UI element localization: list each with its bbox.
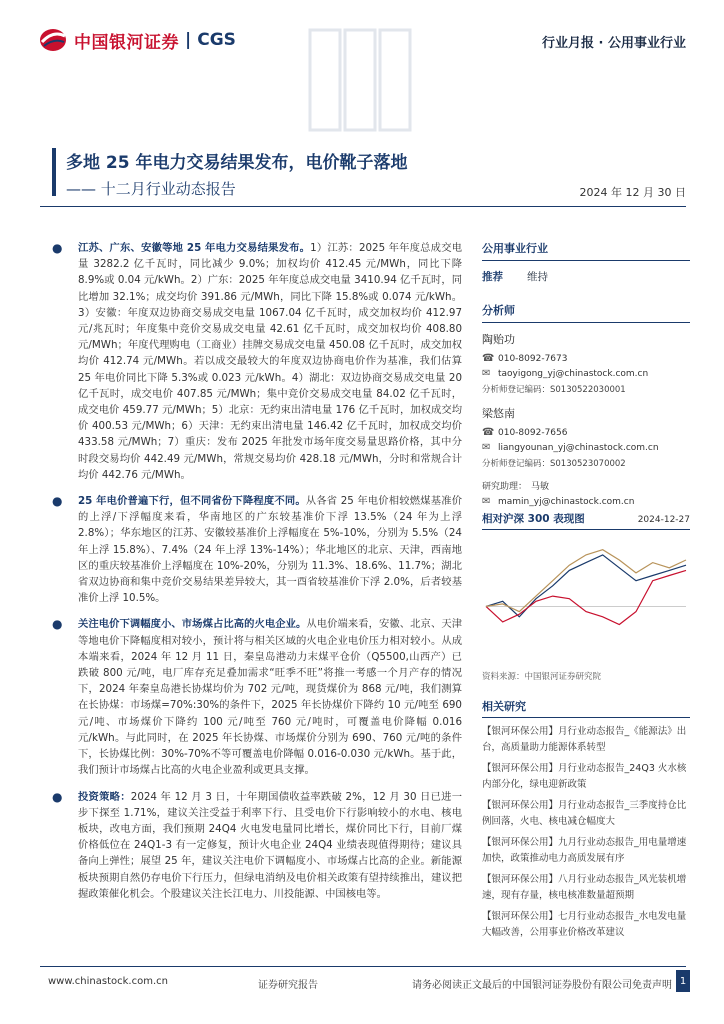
galaxy-logo-icon: [38, 26, 68, 54]
paragraph-body: 从电价端来看，安徽、北京、天津等地电价下降幅度相对较小，预计将与相关区域的火电企业电价压力相对较小。从成本端来看，2024 年 12 月 11 日，秦皇岛港动力末煤平仓价（Q5500,山西产）已跌破 800 元/吨，电厂库存充足叠加需求“旺季不旺”将推一考感一个月产存的情况下，2024 年秦皇岛港长协煤均价为 702 元/吨，现货煤价为 868 元/吨，我们测算在长协煤：市场煤=70%:30%的条件下，2025 年长协煤价下降约 10 元/吨至 690 元/吨、市场煤价下降约 100 元/吨至 760 元/吨时，可覆盖电价降幅 0.016 元/kWh。与此同时，在 2025 年长协煤、市场煤价分别为 690、760 元/吨的条件下，长协煤比例：30%-70%不等可覆盖电价降幅 0.016-0.030 元/kWh。基于此，我们预计市场煤占比高的火电企业盈利或更具支撑。: [78, 618, 463, 777]
analyst-registration: 分析师登记编码：S0130523070002: [482, 459, 626, 469]
rating-value: 维持: [527, 271, 548, 283]
logo-cn-text: 中国银河证券: [74, 32, 179, 53]
related-research-item[interactable]: 【银河环保公用】九月行业动态报告_用电量增速加快，政策推动电力高质发展有序: [482, 837, 687, 864]
cgs-watermark-icon: [300, 20, 420, 140]
rating-label: 推荐: [482, 271, 503, 283]
main-content: [48, 240, 462, 912]
paragraph-lead: 投资策略：: [78, 790, 131, 803]
mail-icon: ✉: [482, 496, 491, 507]
sector-heading: 公用事业行业: [482, 240, 690, 261]
document-type: 行业月报 · 公用事业行业: [542, 36, 686, 51]
paragraph-lead: 江苏、广东、安徽等地 25 年电力交易结果发布。: [78, 242, 311, 254]
title-accent-bar: [52, 148, 56, 196]
chart-series-line-2: [486, 550, 686, 612]
analyst-email-row: [482, 368, 690, 379]
researcher-row: [482, 479, 690, 492]
report-subtitle: —— 十二月行业动态报告: [66, 180, 236, 198]
researcher-email[interactable]: mamin_yj@chinastock.com.cn: [498, 496, 635, 507]
researcher-label: 研究助理：: [482, 482, 528, 492]
paragraph-lead: 关注电价下调幅度小、市场煤占比高的火电企业。: [78, 618, 307, 631]
analyst-registration: 分析师登记编码：S0130522030001: [482, 385, 626, 395]
researcher-email-row: [482, 496, 690, 507]
analyst-phone: 010-8092-7656: [498, 427, 568, 438]
chart-series-line-1: [486, 570, 686, 624]
mail-icon: ✉: [482, 368, 491, 379]
bullet-icon: ●: [52, 241, 63, 255]
analyst-phone: 010-8092-7673: [498, 353, 568, 364]
paragraph-body: 2024 年 12 月 3 日，十年期国债收益率跌破 2%，12 月 30 日已进一步下探至 1.71%，建议关注受益于利率下行、且受电价下行影响较小的水电、核电板块，改电方面，我们预期 24Q4 火电发电量同比增长，煤价同比下行，目前厂煤价格低位在 24Q1-3 有一定修复，预计火电企业 24Q4 业绩表现值得期待；建议具备向上弹性；展望 25 年，建议关注电价下调幅度小、市场煤占比高的企业。新能源板块预期自然仍存电价下行压力，但绿电消纳及电价相关政策有望持续推出，建议把握政策催化机会。个股建议关注长江电力、川投能源、中国核电等。: [78, 790, 463, 900]
chart-title: 相对沪深 300 表现图: [482, 513, 585, 525]
phone-icon: ☎: [482, 353, 495, 364]
related-research-item[interactable]: 【银河环保公用】八月行业动态报告_风光装机增速，现有存量，核电核准数量超预期: [482, 874, 687, 901]
analyst-email[interactable]: taoyigong_yj@chinastock.com.cn: [498, 368, 649, 379]
bullet-icon: ●: [52, 789, 63, 804]
sidebar: [482, 240, 690, 946]
logo-en-text: CGS: [197, 30, 236, 50]
header-divider: [40, 206, 686, 207]
researcher-name: 马敏: [531, 482, 550, 492]
analyst-phone-row: [482, 353, 690, 364]
chart-source: 资料来源：中国银河证券研究院: [482, 672, 602, 682]
analyst-block: [482, 405, 690, 469]
mail-icon: ✉: [482, 442, 491, 453]
paragraph-thermal-power: [48, 616, 462, 778]
analyst-phone-row: [482, 427, 690, 438]
report-date: 2024 年 12 月 30 日: [579, 186, 686, 199]
related-research-item[interactable]: 【银河环保公用】月行业动态报告_三季度持仓比例回落，火电、核电减仓幅度大: [482, 800, 687, 827]
footer-report-type: 证券研究报告: [258, 980, 318, 991]
phone-icon: ☎: [482, 427, 495, 438]
analyst-name: 陶贻功: [482, 333, 515, 346]
chart-date: 2024-12-27: [637, 515, 690, 525]
paragraph-price-decline: [48, 493, 462, 606]
logo-separator: |: [185, 30, 192, 50]
related-research-item[interactable]: 【银河环保公用】月行业动态报告_24Q3 火水核内部分化，绿电迎新政策: [482, 763, 687, 790]
paragraph-trading-results: [48, 240, 462, 483]
related-research-item[interactable]: 【银河环保公用】月行业动态报告_《能源法》出台，高质量助力能源体系转型: [482, 726, 687, 753]
page-header: [0, 0, 724, 96]
analyst-heading: 分析师: [482, 302, 690, 323]
analyst-email[interactable]: liangyounan_yj@chinastock.com.cn: [498, 442, 659, 453]
footer-disclaimer: 请务必阅读正文最后的中国银河证券股份有限公司免责声明: [412, 980, 672, 991]
bullet-icon: ●: [52, 617, 63, 632]
analyst-email-row: [482, 442, 690, 453]
paragraph-body: 1）江苏：2025 年年度总成交电量 3282.2 亿千瓦时，同比减少 9.0%；加权均价 412.45 元/MWh，同比下降 8.9%或 0.04 元/kWh。2）广东：2025 年年度总成交电量 3410.94 亿千瓦时，同比增加 32.1%；成交均价 391.86 元/MWh，同比下降 15.8%或 0.074 元/kWh。3）安徽：年度双边协商交易成交电量 1067.04 亿千瓦时，成交加权均价 412.97 元/兆瓦时；年度集中竞价交易成交电量 42.61 亿千瓦时，成交加权均价 408.80 元/MWh；年度代理购电（工商业）挂牌交易成交电量 450.08 亿千瓦时，成交加权均价 412.74 元/MWh。若以成交最较大的年度双边协商电价作为基准，我们估算 25 年电价同比下降 5.3%或 0.023 元/kWh。4）湖北：双边协商交易成交电量 20 亿千瓦时，成交电价 407.85 元/MWh；集中竞价交易成交电量 84.02 亿千瓦时，成交电价 459.77 元/MWh；5）北京：无约束出清电量 176 亿千瓦时，加权成交均价 400.53 元/MWh；6）天津：无约束出清电量 146.42 亿千瓦时，加权成交均价 433.58 元/MWh；7）重庆：发布 2025 年批发市场年度交易量思路价格，其中分时段交易均价 442.49 元/MWh，常规交易均价 428.18 元/MWh，分时和常规合计均价 442.76 元/MWh。: [78, 242, 462, 481]
related-research-item[interactable]: 【银河环保公用】七月行业动态报告_水电发电量大幅改善，公用事业价格改革建议: [482, 911, 687, 938]
footer-divider: [40, 966, 686, 967]
chart-header: [482, 511, 690, 530]
paragraph-lead: 25 年电价普遍下行，但不同省份下降程度不同。: [78, 495, 306, 508]
paragraph-investment-strategy: [48, 789, 462, 902]
relative-performance-chart: [482, 536, 690, 664]
page-number: 1: [676, 970, 690, 992]
related-research-heading: 相关研究: [482, 698, 690, 718]
analyst-block: [482, 331, 690, 395]
analyst-name: 梁悠南: [482, 407, 515, 420]
paragraph-body: 从各省 25 年电价相较燃煤基准价的上浮/下浮幅度来看，华南地区的广东较基准价下浮 13.5%（24 年为上浮 2.8%）；华东地区的江苏、安徽较基准价上浮幅度在 5%-10%，分别为 5.5%（24 年上浮 15.8%）、7.4%（24 年上浮 13%-14%）；华北地区的北京、天津，西南地区的重庆较基准价上浮幅度在 10%-20%，分别为 11.3%、18.6%、11.7%；湖北省双边协商和集中竞价交易结果差异较大，其一酉省较基准价下浮 2.0%，后者较基准价上浮 10.5%。: [78, 495, 462, 605]
company-logo: [38, 26, 236, 54]
rating-row: [482, 269, 690, 284]
report-title: 多地 25 年电力交易结果发布，电价靴子落地: [66, 153, 408, 173]
bullet-icon: ●: [52, 494, 63, 509]
footer-website[interactable]: www.chinastock.com.cn: [48, 976, 168, 987]
